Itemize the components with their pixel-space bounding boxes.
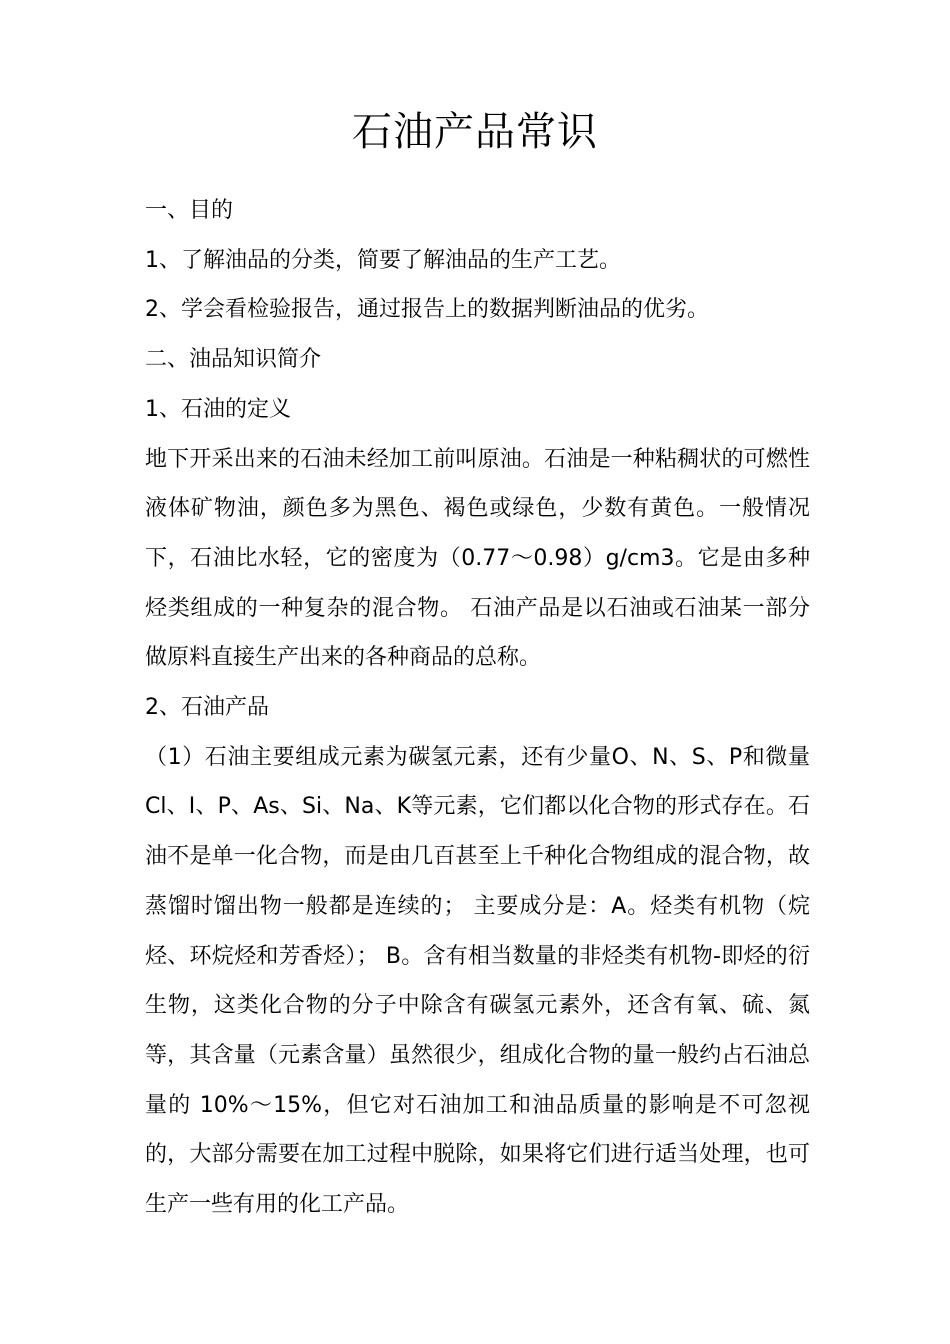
section-heading-purpose: 一、目的 <box>145 198 234 223</box>
purpose-item-1: 1、了解油品的分类，简要了解油品的生产工艺。 <box>145 247 621 273</box>
section-heading-oil-knowledge: 二、油品知识简介 <box>145 347 322 373</box>
paragraph-oil-definition: 地下开采出来的石油未经加工前叫原油。石油是一种粘稠状的可燃性液体矿物油，颜色多为黑色、褐色或绿色，少数有黄色。一般情况下，石油比水轻，它的密度为（0.77～0.98）g/cm3。它是由多种烃类组成的一种复杂的混合物。 石油产品是以石油或石油某一部分做原料直接生产出来的各种商品的总称。 <box>145 446 810 671</box>
purpose-item-2: 2、学会看检验报告，通过报告上的数据判断油品的优劣。 <box>145 297 709 323</box>
subheading-oil-products: 2、石油产品 <box>145 695 269 721</box>
paragraph-oil-products: （1）石油主要组成元素为碳氢元素，还有少量O、N、S、P和微量Cl、I、P、As、Si、Na、K等元素，它们都以化合物的形式存在。石油不是单一化合物，而是由几百甚至上千种化合物组成的混合物，故蒸馏时馏出物一般都是连续的； 主要成分是：A。烃类有机物（烷烃、环烷烃和芳香烃）； B。含有相当数量的非烃类有机物-即烃的衍生物，这类化合物的分子中除含有碳氢元素外，还含有氧、硫、氮等，其含量（元素含量）虽然很少，组成化合物的量一般约占石油总量的 10%～15%，但它对石油加工和油品质量的影响是不可忽视的，大部分需要在加工过程中脱除，如果将它们进行适当处理，也可生产一些有用的化工产品。 <box>145 744 810 1218</box>
document-title: 石油产品常识 <box>352 109 598 155</box>
document-body <box>145 186 810 1230</box>
subheading-oil-definition: 1、石油的定义 <box>145 396 291 422</box>
